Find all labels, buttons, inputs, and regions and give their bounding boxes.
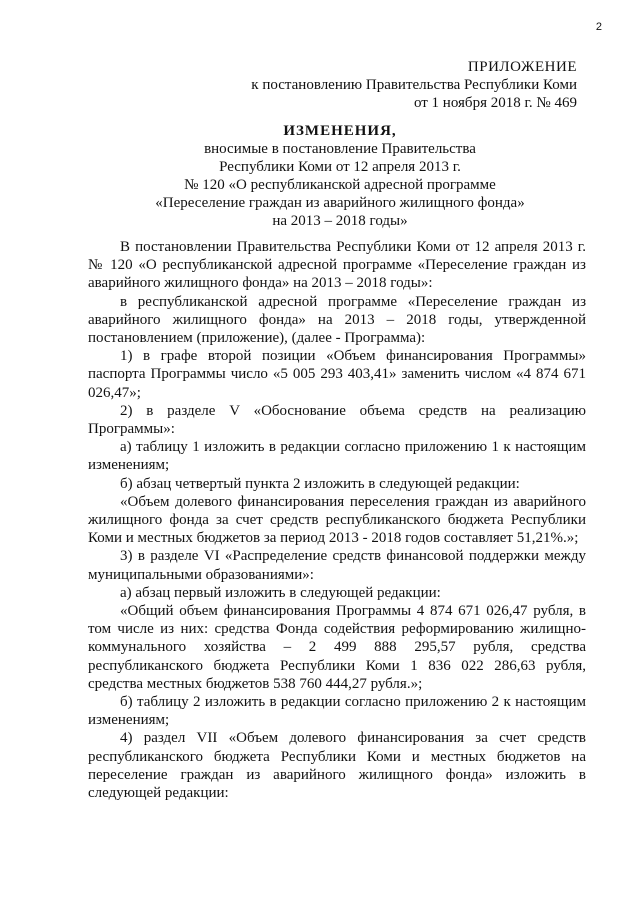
paragraph: б) таблицу 2 изложить в редакции согласно приложению 2 к настоящим изменениям; [88, 694, 586, 729]
heading-line: вносимые в постановление Правительства [204, 141, 476, 157]
appendix-line-1: к постановлению Правительства Республики Коми [251, 77, 577, 93]
paragraph: 3) в разделе VI «Распределение средств финансовой поддержки между муниципальными образованиями»: [88, 548, 586, 583]
paragraph: «Объем долевого финансирования переселения граждан из аварийного жилищного фонда за счет средств республиканского бюджета Республики Коми и местных бюджетов за период 2013 - 2018 годов составляет 51,21%.»; [88, 493, 586, 547]
paragraph: а) абзац первый изложить в следующей редакции: [120, 584, 441, 601]
paragraph: 2) в разделе V «Обоснование объема средств на реализацию Программы»: [88, 402, 586, 438]
heading-line: № 120 «О республиканской адресной программе [184, 177, 496, 193]
paragraph: В постановлении Правительства Республики Коми от 12 апреля 2013 г. № 120 «О республиканской адресной программе «Переселение граждан из аварийного жилищного фонда» на 2013 – 2018 годы»: [88, 239, 586, 292]
appendix-title: ПРИЛОЖЕНИЕ [467, 59, 577, 75]
page-number: 2 [595, 21, 602, 33]
heading-title: ИЗМЕНЕНИЯ, [283, 123, 397, 139]
paragraph: в республиканской адресной программе «Переселение граждан из аварийного жилищного фонда» на 2013 – 2018 годы, утвержденной постановлением (приложение), (далее - Программа): [88, 293, 586, 347]
document-body [88, 238, 586, 802]
heading-line: «Переселение граждан из аварийного жилищного фонда» [155, 195, 525, 211]
heading-line: на 2013 – 2018 годы» [272, 213, 408, 229]
paragraph: б) абзац четвертый пункта 2 изложить в следующей редакции: [120, 475, 520, 492]
document-heading [100, 122, 580, 230]
appendix-header [251, 58, 577, 112]
paragraph: 4) раздел VII «Объем долевого финансирования за счет средств республиканского бюджета Республики Коми и местных бюджетов на переселение граждан из аварийного жилищного фонда» изложить в следующей редакции: [88, 730, 586, 802]
heading-line: Республики Коми от 12 апреля 2013 г. [219, 159, 461, 175]
paragraph: 1) в графе второй позиции «Объем финансирования Программы» паспорта Программы число «5 005 293 403,41» заменить числом «4 874 671 026,47»; [88, 348, 586, 401]
paragraph: а) таблицу 1 изложить в редакции согласно приложению 1 к настоящим изменениям; [88, 439, 586, 474]
appendix-line-2: от 1 ноября 2018 г. № 469 [413, 95, 577, 111]
paragraph: «Общий объем финансирования Программы 4 874 671 026,47 рубля, в том числе из них: средства Фонда содействия реформированию жилищно-коммунального хозяйства – 2 499 888 295,57 рубля, средства республиканского бюджета Республики Коми 1 836 022 286,63 рубля, средства местных бюджетов 538 760 444,27 рубля.»; [88, 603, 586, 692]
